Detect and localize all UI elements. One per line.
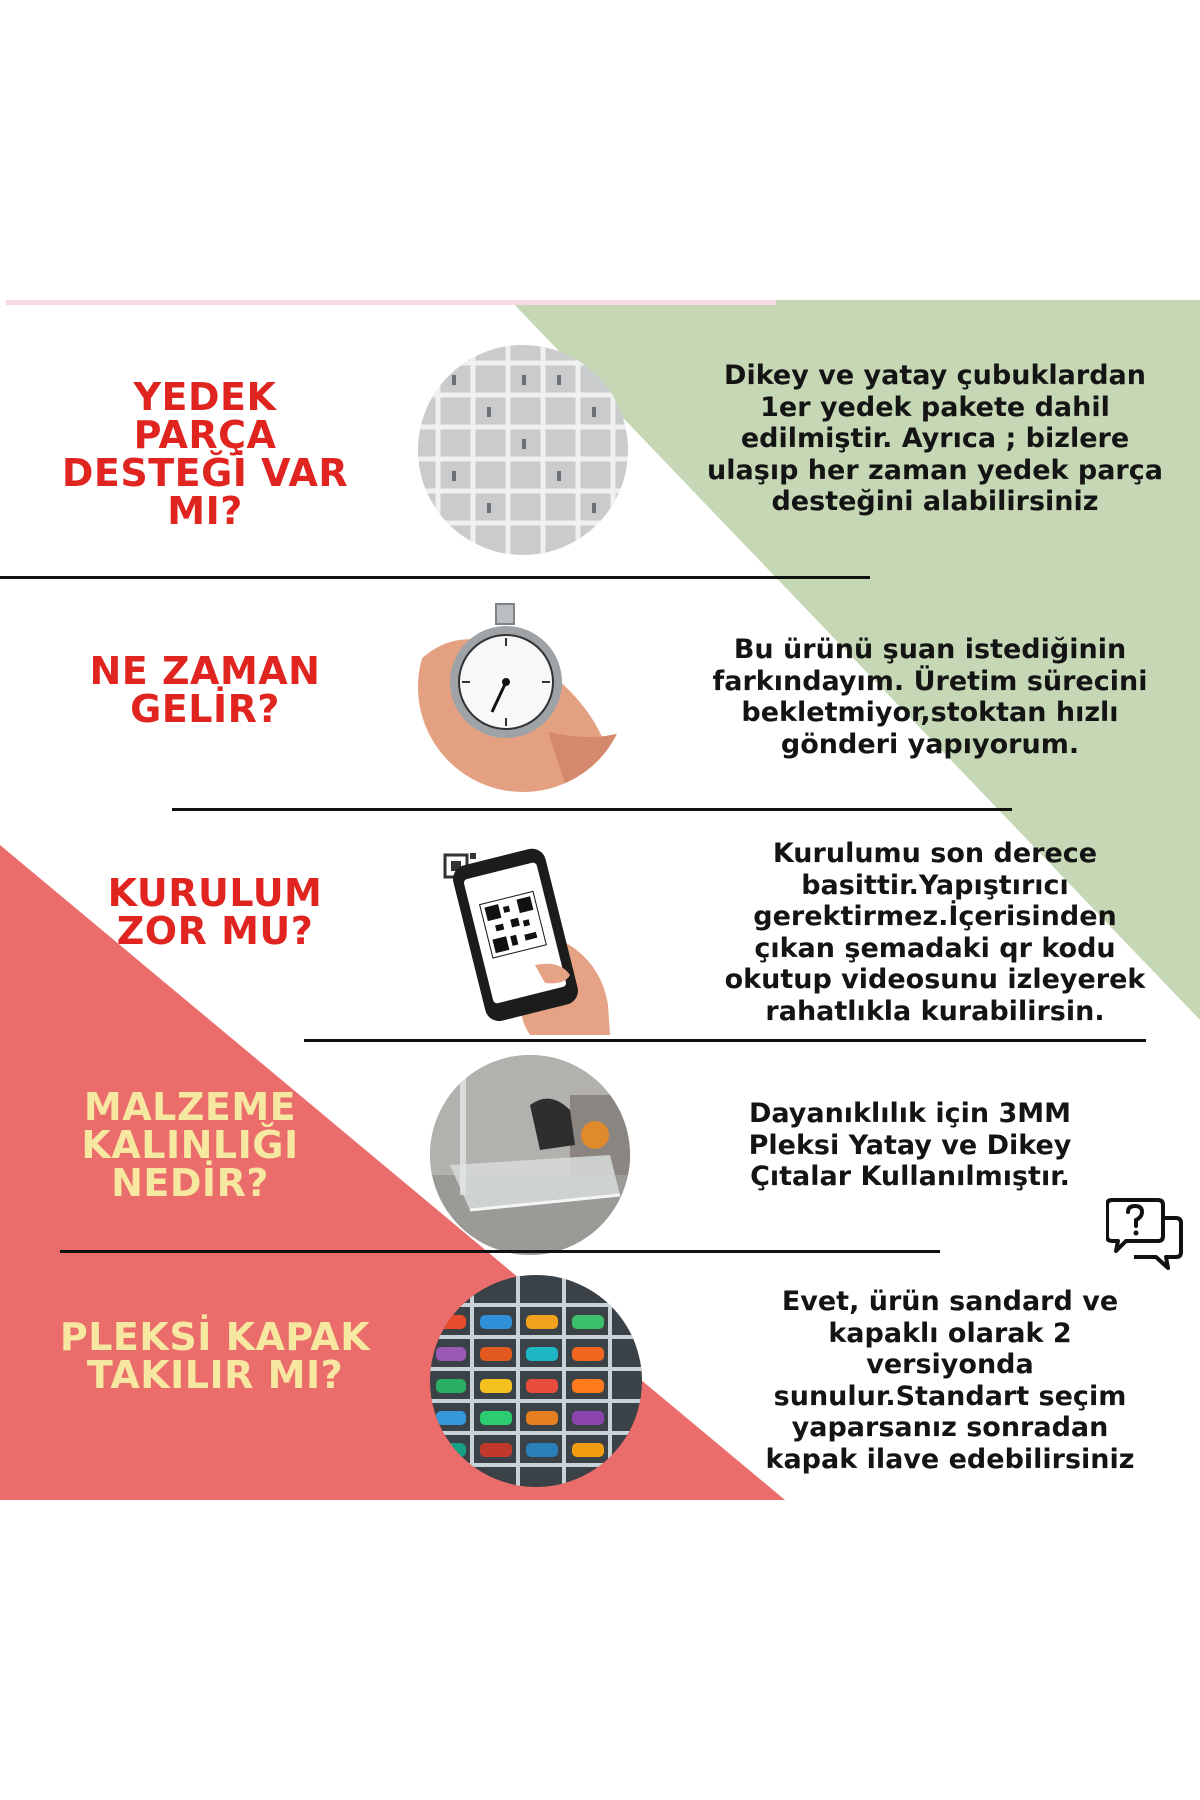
phone-qr-icon — [440, 845, 620, 1035]
faq-answer-spare-parts: Dikey ve yatay çubuklardan 1er yedek pakete dahil edilmiştir. Ayrıca ; bizlere ulaşıp her zaman yedek parça desteğini alabilirsiniz — [707, 360, 1163, 517]
faq-answer-delivery: Bu ürünü şuan istediğinin farkındayım. Üretim sürecini bekletmiyor,stoktan hızlı gönderi yapıyorum. — [712, 634, 1148, 760]
acrylic-shelf-photo — [430, 1055, 630, 1255]
question-chat-icon — [1106, 1196, 1184, 1270]
faq-answer-cover: Evet, ürün sandard ve kapaklı olarak 2 versiyonda sunulur.Standart seçim yaparsanız sonradan kapak ilave edebilirsiniz — [765, 1286, 1135, 1475]
faq-question-setup: KURULUM ZOR MU? — [107, 871, 323, 953]
stopwatch-photo — [418, 582, 628, 792]
divider-1 — [0, 576, 870, 579]
faq-question-cover: PLEKSİ KAPAK TAKILIR MI? — [59, 1315, 371, 1397]
toy-car-display-photo — [430, 1275, 642, 1487]
faq-question-delivery: NE ZAMAN GELİR? — [89, 649, 321, 731]
top-accent-line — [6, 300, 776, 305]
faq-question-material: MALZEME KALINLIĞI NEDİR? — [81, 1085, 299, 1205]
faq-answer-setup: Kurulumu son derece basittir.Yapıştırıcı gerektirmez.İçerisinden çıkan şemadaki qr kodu okutup videosunu izleyerek rahatlıkla kurabilirsin. — [724, 838, 1146, 1027]
faq-answer-material: Dayanıklılık için 3MM Pleksi Yatay ve Dikey Çıtalar Kullanılmıştır. — [748, 1098, 1072, 1192]
divider-3 — [304, 1039, 1146, 1042]
faq-question-spare-parts: YEDEK PARÇA DESTEĞİ VAR MI? — [61, 375, 349, 533]
divider-2 — [172, 808, 1012, 811]
grid-shelf-photo — [418, 345, 628, 555]
divider-4 — [60, 1250, 940, 1253]
